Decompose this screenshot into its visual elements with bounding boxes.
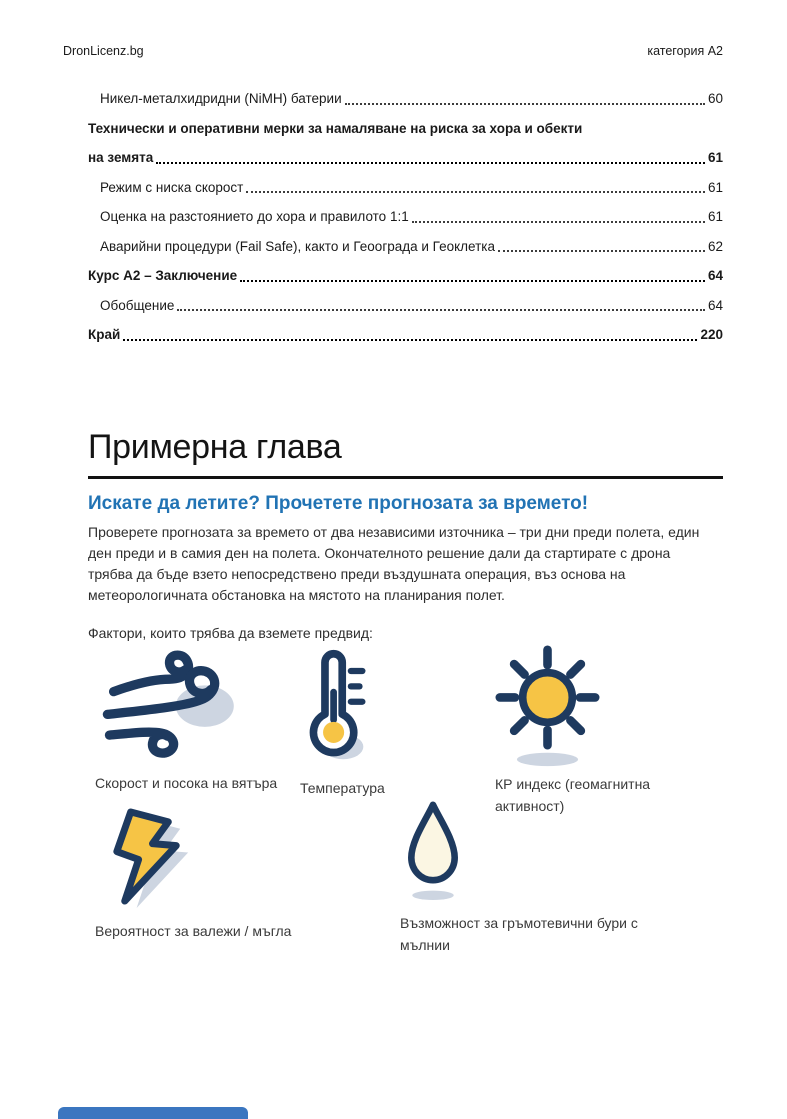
toc-entry-label: Обобщение bbox=[100, 297, 175, 313]
droplet-icon bbox=[400, 798, 466, 904]
toc-entry-label: Аварийни процедури (Fail Safe), както и Геоограда и Геоклетка bbox=[100, 238, 495, 254]
toc-entry-label: Никел-металхидридни (NiMH) батерии bbox=[100, 91, 342, 106]
toc-entry[interactable] bbox=[63, 232, 723, 262]
table-of-contents bbox=[63, 84, 723, 350]
thermometer-icon bbox=[300, 648, 372, 765]
toc-entry[interactable] bbox=[63, 261, 723, 291]
toc-dot-leader bbox=[246, 191, 705, 193]
toc-entry[interactable] bbox=[63, 173, 723, 203]
toc-page-number: 61 bbox=[707, 150, 723, 165]
factor-thunderstorm bbox=[400, 798, 655, 956]
toc-dot-leader bbox=[412, 221, 705, 223]
category-label: категория A2 bbox=[647, 44, 723, 58]
toc-dot-leader bbox=[345, 103, 705, 105]
lightning-icon bbox=[95, 806, 204, 910]
toc-entry-label: Курс А2 – Заключение bbox=[88, 268, 238, 283]
chapter-paragraph: Проверете прогнозата за времето от два независими източника – три дни преди полета, един ден преди и в самия ден на полета. Окончателното решение дали да стартирате с дрона трябва да бъде взето непосредствено преди въздушната операция, въз основа на метеорологичната обстановка на мястото на планирания полет. bbox=[88, 523, 700, 603]
toc-entry[interactable] bbox=[63, 84, 723, 114]
toc-page-number: 64 bbox=[707, 297, 723, 313]
site-name: DronLicenz.bg bbox=[63, 44, 144, 58]
toc-entry[interactable] bbox=[63, 114, 723, 173]
toc-page-number: 60 bbox=[707, 91, 723, 106]
toc-page-number: 61 bbox=[707, 179, 723, 195]
toc-entry-label: Технически и оперативни мерки за намаляване на риска за хора и обекти bbox=[88, 120, 583, 136]
factor-label: Възможност за гръмотевични бури с мълнии bbox=[400, 914, 638, 953]
toc-entry[interactable] bbox=[63, 291, 723, 321]
factor-label: Температура bbox=[300, 779, 385, 796]
page-header bbox=[63, 44, 723, 58]
toc-page-number: 61 bbox=[707, 209, 723, 224]
toc-page-number: 62 bbox=[707, 238, 723, 254]
chapter-title: Примерна глава bbox=[88, 427, 342, 466]
toc-dot-leader bbox=[177, 309, 705, 311]
toc-entry-label: Край bbox=[88, 327, 121, 342]
toc-dot-leader bbox=[123, 339, 697, 341]
toc-entry-label: Режим с ниска скорост bbox=[100, 179, 244, 195]
factor-wind bbox=[95, 646, 305, 794]
wind-icon bbox=[95, 646, 240, 760]
toc-entry[interactable] bbox=[63, 202, 723, 232]
title-divider bbox=[88, 476, 723, 479]
toc-page-number: 64 bbox=[707, 268, 723, 283]
factors-intro: Фактори, които трябва да вземете предвид: bbox=[88, 624, 373, 641]
toc-entry[interactable] bbox=[63, 320, 723, 350]
factor-label: Вероятност за валежи / мъгла bbox=[95, 922, 292, 939]
toc-dot-leader bbox=[498, 250, 705, 252]
sun-icon bbox=[495, 645, 600, 769]
factor-label: КР индекс (геомагнитна активност) bbox=[495, 775, 651, 814]
factor-precipitation bbox=[95, 806, 325, 942]
toc-dot-leader bbox=[240, 280, 705, 282]
factor-kp-index bbox=[495, 645, 690, 817]
toc-page-number: 220 bbox=[700, 327, 723, 342]
factor-label: Скорост и посока на вятъра bbox=[95, 774, 278, 791]
toc-dot-leader bbox=[156, 162, 705, 164]
factor-temperature bbox=[300, 648, 430, 799]
toc-entry-label: на земята bbox=[88, 150, 154, 165]
toc-entry-label: Оценка на разстоянието до хора и правилото 1:1 bbox=[100, 209, 409, 224]
bottom-edge-button[interactable] bbox=[58, 1107, 248, 1119]
chapter-subtitle: Искате да летите? Прочетете прогнозата за времето! bbox=[88, 492, 589, 514]
weather-factors bbox=[63, 645, 723, 1005]
